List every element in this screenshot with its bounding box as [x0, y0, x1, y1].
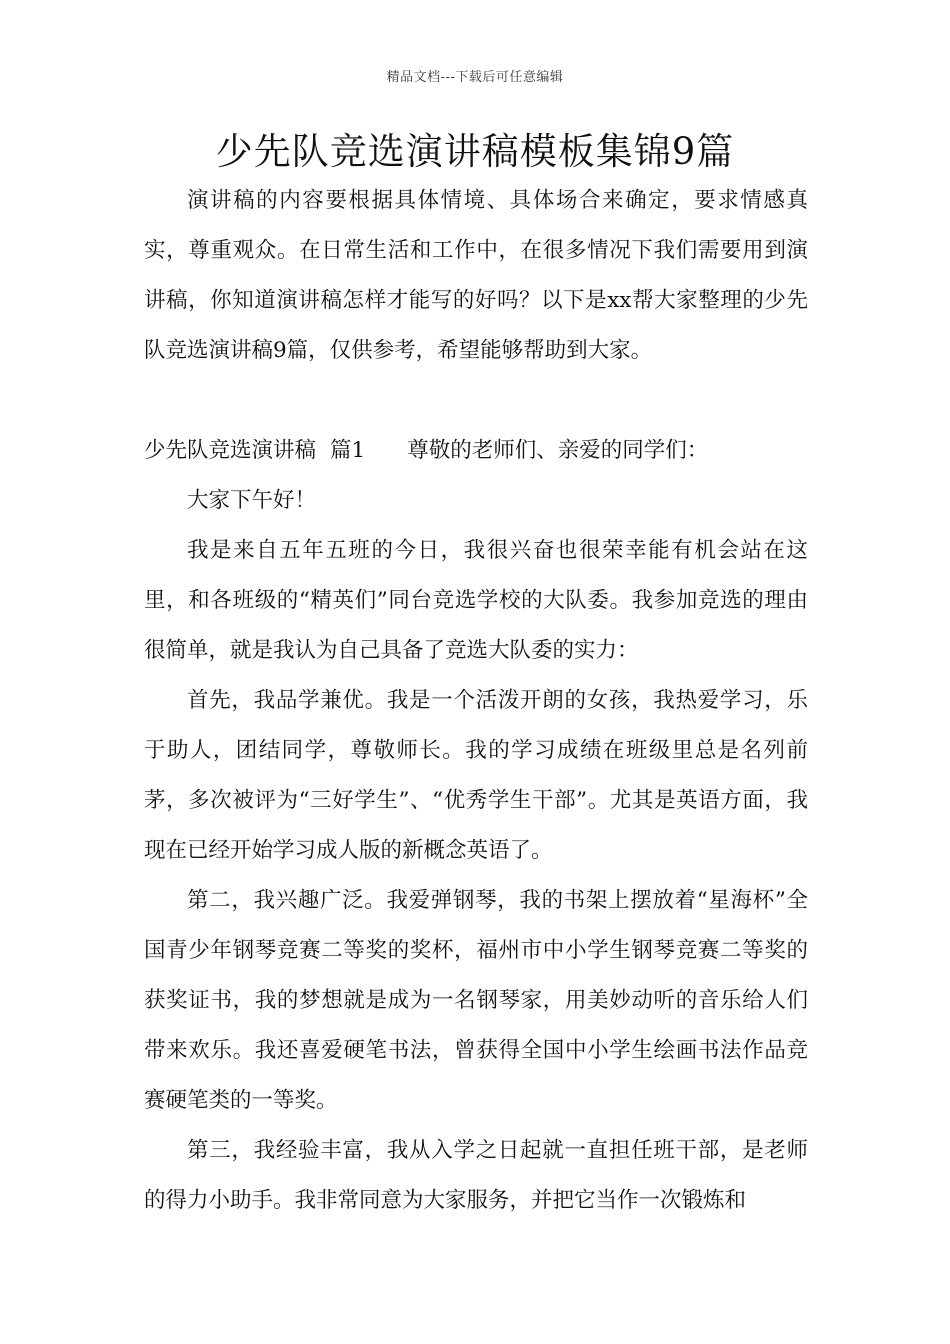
body-paragraph: 第三，我经验丰富，我从入学之日起就一直担任班干部，是老师的得力小助手。我非常同意为大家服务，并把它当作一次锻炼和 — [144, 1138, 808, 1213]
body-paragraph: 大家下午好！ — [187, 488, 317, 513]
section-heading-line — [144, 426, 808, 476]
section-heading: 少先队竞选演讲稿 — [144, 438, 317, 463]
paragraph-gap — [144, 376, 808, 426]
body-paragraph: 首先，我品学兼优。我是一个活泼开朗的女孩，我热爱学习，乐于助人，团结同学，尊敬师长。我的学习成绩在班级里总是名列前茅，多次被评为“三好学生”、“优秀学生干部”。尤其是英语方面，我现在已经开始学习成人版的新概念英语了。 — [144, 688, 808, 863]
section-number: 篇1 — [330, 438, 366, 463]
document-body — [144, 176, 808, 1226]
salutation: 尊敬的老师们、亲爱的同学们： — [407, 438, 709, 463]
document-title: 少先队竞选演讲稿模板集锦9篇 — [215, 130, 735, 173]
intro-paragraph: 演讲稿的内容要根据具体情境、具体场合来确定，要求情感真实，尊重观众。在日常生活和工作中，在很多情况下我们需要用到演讲稿，你知道演讲稿怎样才能写的好吗？以下是xx帮大家整理的少先队竞选演讲稿9篇，仅供参考，希望能够帮助到大家。 — [144, 188, 808, 363]
header-note: 精品文档---下载后可任意编辑 — [386, 70, 564, 85]
body-paragraph: 第二，我兴趣广泛。我爱弹钢琴，我的书架上摆放着“星海杯”全国青少年钢琴竞赛二等奖的奖杯，福州市中小学生钢琴竞赛二等奖的获奖证书，我的梦想就是成为一名钢琴家，用美妙动听的音乐给人们带来欢乐。我还喜爱硬笔书法，曾获得全国中小学生绘画书法作品竞赛硬笔类的一等奖。 — [144, 888, 808, 1113]
body-paragraph: 我是来自五年五班的今日，我很兴奋也很荣幸能有机会站在这里，和各班级的“精英们”同台竞选学校的大队委。我参加竞选的理由很简单，就是我认为自己具备了竞选大队委的实力： — [144, 538, 808, 663]
